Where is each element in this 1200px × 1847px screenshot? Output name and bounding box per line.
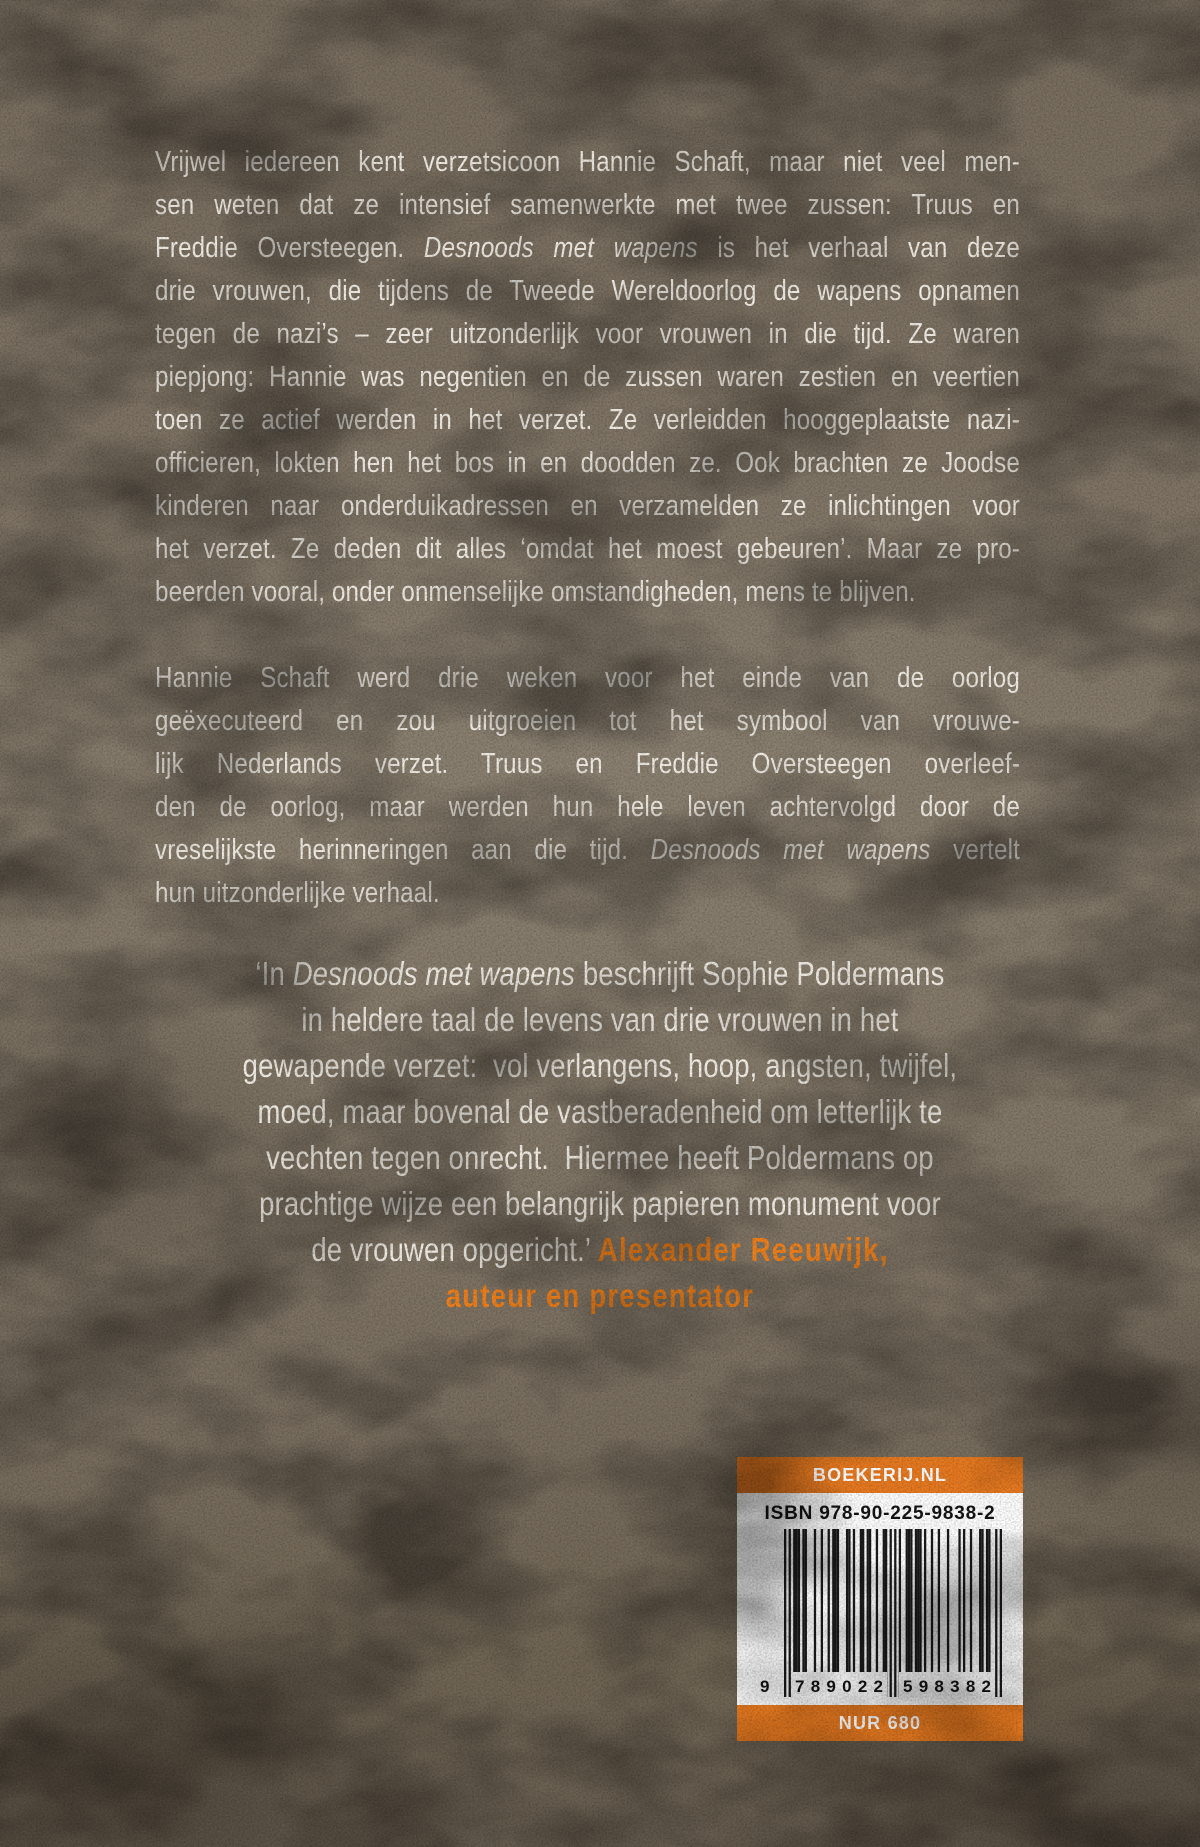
text-line	[155, 270, 1020, 313]
ean-digit: 8	[810, 1677, 821, 1696]
text-line	[155, 356, 1020, 399]
nur-label: NUR 680	[737, 1705, 1023, 1741]
text-segment: den de oorlog, maar werden hun hele leven achtervolgd door de	[155, 791, 1020, 823]
text-segment: is het verhaal van deze	[697, 232, 1020, 264]
text-segment: drie vrouwen, die tijdens de Tweede Wereldoorlog de wapens opnamen	[155, 275, 1020, 307]
text-line	[155, 1089, 1045, 1135]
text-line	[155, 442, 1020, 485]
text-segment: Desnoods met wapens	[292, 955, 576, 992]
ean-digit: 7	[795, 1677, 805, 1696]
text-segment: sen weten dat ze intensief samenwerkte met twee zussen: Truus en	[155, 189, 1020, 221]
barcode-white-panel	[737, 1493, 1023, 1705]
text-segment: hun uitzonderlijke verhaal.	[155, 877, 440, 909]
text-segment: ‘In	[255, 955, 293, 992]
text-line	[155, 571, 1020, 614]
review-quote	[155, 951, 1045, 1319]
publisher-site-label: BOEKERIJ.NL	[737, 1457, 1023, 1493]
text-segment: de vrouwen opgericht.’	[311, 1231, 598, 1268]
text-line	[155, 184, 1020, 227]
text-segment: Desnoods met wapens	[650, 834, 931, 866]
text-line	[155, 1135, 1045, 1181]
text-segment: prachtige wijze een belangrijk papieren monument voor	[259, 1185, 941, 1222]
quote-attribution: Alexander Reeuwijk,	[597, 1231, 889, 1268]
text-line	[155, 872, 1020, 915]
text-line	[155, 1273, 1045, 1319]
ean-digit: 8	[965, 1677, 976, 1696]
text-line	[155, 227, 1020, 270]
text-segment: moed, maar bovenal de vastberadenheid om letterlijk te	[257, 1093, 943, 1130]
text-segment: Hannie Schaft werd drie weken voor het einde van de oorlog	[155, 662, 1020, 694]
text-line	[155, 313, 1020, 356]
ean-barcode	[758, 1529, 1002, 1697]
text-line	[155, 657, 1020, 700]
ean-digit: 3	[950, 1677, 960, 1696]
text-segment: vertelt	[930, 834, 1020, 866]
ean-digit: 8	[934, 1677, 944, 1696]
text-segment: Freddie Oversteegen.	[155, 232, 424, 264]
ean-digit: 5	[903, 1677, 913, 1696]
isbn-label: ISBN 978-90-225-9838-2	[764, 1503, 996, 1524]
text-line	[155, 485, 1020, 528]
text-segment: kinderen naar onderduikadressen en verzamelden ze inlichtingen voor	[155, 490, 1020, 522]
ean-digit: 2	[857, 1677, 868, 1696]
text-line	[155, 1181, 1045, 1227]
text-line	[155, 786, 1020, 829]
text-segment: lijk Nederlands verzet. Truus en Freddie Oversteegen overleef-	[155, 748, 1020, 780]
text-line	[155, 1043, 1045, 1089]
text-line	[155, 997, 1045, 1043]
text-segment: Vrijwel iedereen kent verzetsicoon Hannie Schaft, maar niet veel men-	[155, 146, 1020, 178]
text-segment: toen ze actief werden in het verzet. Ze verleidden hooggeplaatste nazi-	[155, 404, 1020, 436]
text-segment: piepjong: Hannie was negentien en de zussen waren zestien en veertien	[155, 361, 1020, 393]
ean-digit: 2	[873, 1677, 883, 1696]
text-line	[155, 829, 1020, 872]
text-line	[155, 1227, 1045, 1273]
text-segment: vechten tegen onrecht. Hiermee heeft Poldermans op	[266, 1139, 934, 1176]
text-segment: beerden vooral, onder onmenselijke omstandigheden, mens te blijven.	[155, 576, 916, 608]
ean-digit: 0	[842, 1677, 852, 1696]
barcode-block	[737, 1457, 1023, 1741]
text-segment: geëxecuteerd en zou uitgroeien tot het symbool van vrouwe-	[155, 705, 1020, 737]
ean-left-digits	[791, 1672, 887, 1697]
text-segment: vreselijkste herinneringen aan die tijd.	[155, 834, 651, 866]
text-line	[155, 700, 1020, 743]
ean-digit: 9	[918, 1677, 929, 1696]
text-line	[155, 951, 1045, 997]
ean-first-digit: 9	[760, 1677, 770, 1696]
synopsis-paragraph	[155, 141, 1020, 614]
text-segment: tegen de nazi’s – zeer uitzonderlijk voor vrouwen in die tijd. Ze waren	[155, 318, 1020, 350]
ean-digit: 2	[981, 1677, 991, 1696]
text-line	[155, 528, 1020, 571]
text-line	[155, 743, 1020, 786]
ean-digit: 9	[826, 1677, 836, 1696]
ean-right-digits	[899, 1672, 995, 1697]
text-segment: in heldere taal de levens van drie vrouwen in het	[301, 1001, 899, 1038]
text-line	[155, 399, 1020, 442]
text-segment: beschrijft Sophie Poldermans	[575, 955, 945, 992]
text-segment: gewapende verzet: vol verlangens, hoop, angsten, twijfel,	[242, 1047, 958, 1084]
quote-attribution: auteur en presentator	[445, 1277, 755, 1314]
text-segment: Desnoods met wapens	[423, 232, 698, 264]
text-segment: het verzet. Ze deden dit alles ‘omdat het moest gebeuren’. Maar ze pro-	[155, 533, 1020, 565]
text-segment: officieren, lokten hen het bos in en doodden ze. Ook brachten ze Joodse	[155, 447, 1020, 479]
text-line	[155, 141, 1020, 184]
history-paragraph	[155, 657, 1020, 915]
